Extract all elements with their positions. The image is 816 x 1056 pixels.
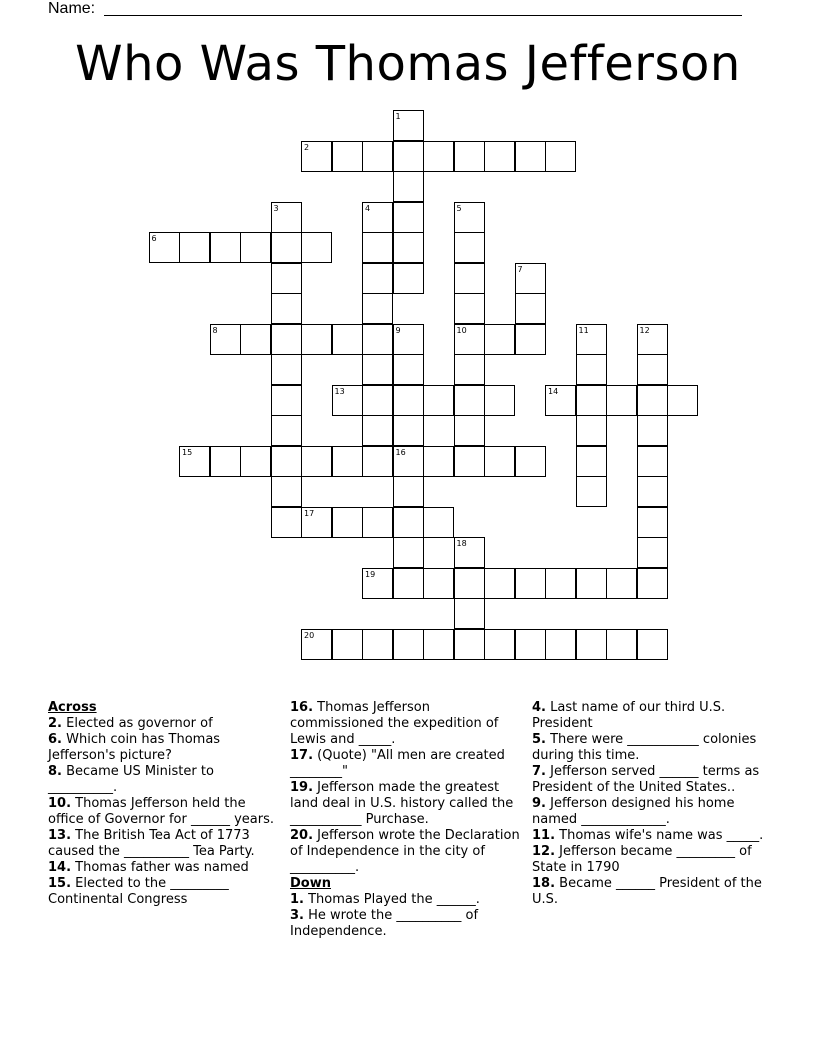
crossword-cell[interactable] xyxy=(393,354,424,385)
crossword-cell[interactable] xyxy=(454,537,485,568)
clue-number: 10. xyxy=(48,796,72,811)
crossword-cell[interactable] xyxy=(393,263,424,294)
crossword-cell[interactable] xyxy=(515,446,546,477)
crossword-cell[interactable] xyxy=(576,385,607,416)
crossword-cell[interactable] xyxy=(362,263,393,294)
crossword-cell[interactable] xyxy=(637,385,668,416)
name-label: Name: xyxy=(48,0,96,17)
crossword-cell[interactable] xyxy=(484,568,515,599)
clue-item xyxy=(532,732,768,764)
crossword-cell[interactable] xyxy=(637,537,668,568)
clue-text: Jefferson became _________ of State in 1790 xyxy=(532,844,752,875)
cell-number: 6 xyxy=(151,234,157,243)
clue-number: 18. xyxy=(532,876,556,891)
cell-number: 2 xyxy=(304,142,310,152)
cell-number: 12 xyxy=(639,325,650,335)
crossword-cell[interactable] xyxy=(576,415,607,446)
cell-number: 11 xyxy=(578,325,589,335)
clue-item xyxy=(48,732,276,764)
clue-text: Jefferson wrote the Declaration of Independence in the city of __________. xyxy=(290,828,520,875)
crossword-cell[interactable] xyxy=(362,507,393,538)
crossword-cell[interactable] xyxy=(423,385,454,416)
crossword-cell[interactable] xyxy=(393,202,424,233)
crossword-cell[interactable] xyxy=(362,446,393,477)
crossword-cell[interactable] xyxy=(362,202,393,233)
crossword-cell[interactable] xyxy=(454,141,485,172)
cell-number: 14 xyxy=(548,386,559,396)
crossword-cell[interactable] xyxy=(576,354,607,385)
crossword-cell[interactable] xyxy=(332,385,363,416)
across-clue-list xyxy=(48,716,276,908)
crossword-cell[interactable] xyxy=(423,629,454,660)
crossword-cell[interactable] xyxy=(515,324,546,355)
crossword-cell[interactable] xyxy=(271,263,302,294)
cell-number: 4 xyxy=(365,203,371,213)
crossword-cell[interactable] xyxy=(362,568,393,599)
crossword-cell[interactable] xyxy=(515,293,546,324)
cell-number: 10 xyxy=(456,325,467,335)
clue-item xyxy=(48,876,276,908)
crossword-cell[interactable] xyxy=(271,476,302,507)
across-header: Across xyxy=(48,700,97,715)
clue-text: The British Tea Act of 1773 caused the __________ Tea Party. xyxy=(48,828,255,859)
crossword-cell[interactable] xyxy=(210,446,241,477)
crossword-cell[interactable] xyxy=(393,171,424,202)
cell-number: 19 xyxy=(365,569,376,579)
clue-number: 5. xyxy=(532,732,546,747)
crossword-cell[interactable] xyxy=(301,141,332,172)
crossword-cell[interactable] xyxy=(637,324,668,355)
crossword-cell[interactable] xyxy=(484,324,515,355)
clue-item xyxy=(48,828,276,860)
clue-number: 6. xyxy=(48,732,62,747)
crossword-cell[interactable] xyxy=(576,476,607,507)
crossword-cell[interactable] xyxy=(454,263,485,294)
cell-number: 17 xyxy=(304,508,315,518)
clue-number: 15. xyxy=(48,876,72,891)
crossword-cell[interactable] xyxy=(362,629,393,660)
clue-text: He wrote the __________ of Independence. xyxy=(290,908,479,939)
clues-column-3 xyxy=(532,700,768,908)
crossword-cell[interactable] xyxy=(545,568,576,599)
clue-text: Elected to the _________ Continental Congress xyxy=(48,876,229,907)
crossword-cell[interactable] xyxy=(240,324,271,355)
clue-item xyxy=(48,860,276,876)
crossword-cell[interactable] xyxy=(454,202,485,233)
crossword-cell[interactable] xyxy=(454,354,485,385)
crossword-cell[interactable] xyxy=(271,324,302,355)
crossword-cell[interactable] xyxy=(393,629,424,660)
cell-number: 15 xyxy=(182,447,193,457)
crossword-cell[interactable] xyxy=(545,141,576,172)
crossword-cell[interactable] xyxy=(210,324,241,355)
crossword-cell[interactable] xyxy=(515,141,546,172)
crossword-cell[interactable] xyxy=(393,537,424,568)
down-clue-list xyxy=(290,892,520,940)
clue-item xyxy=(48,796,276,828)
crossword-cell[interactable] xyxy=(637,629,668,660)
crossword-cell[interactable] xyxy=(271,202,302,233)
crossword-cell[interactable] xyxy=(210,232,241,263)
clue-text: Which coin has Thomas Jefferson's picture? xyxy=(48,732,221,763)
clue-item xyxy=(290,780,520,828)
cell-number: 1 xyxy=(395,112,401,121)
crossword-cell[interactable] xyxy=(393,385,424,416)
crossword-cell[interactable] xyxy=(637,507,668,538)
crossword-cell[interactable] xyxy=(393,476,424,507)
crossword-cell[interactable] xyxy=(179,232,210,263)
clue-text: Jefferson served ______ terms as President of the United States.. xyxy=(532,764,760,795)
crossword-cell[interactable] xyxy=(362,293,393,324)
crossword-cell[interactable] xyxy=(301,507,332,538)
clue-item xyxy=(290,908,520,940)
clues-column-1 xyxy=(48,700,276,908)
clue-text: Jefferson designed his home named _____________. xyxy=(532,796,735,827)
crossword-cell[interactable] xyxy=(301,446,332,477)
crossword-cell[interactable] xyxy=(362,141,393,172)
clue-text: Thomas Played the ______. xyxy=(303,892,480,907)
cell-number: 20 xyxy=(304,630,315,640)
crossword-cell[interactable] xyxy=(362,354,393,385)
crossword-cell[interactable] xyxy=(362,415,393,446)
clue-number: 14. xyxy=(48,860,72,875)
crossword-cell[interactable] xyxy=(576,568,607,599)
clue-text: Thomas father was named xyxy=(71,860,249,875)
cell-number: 18 xyxy=(456,539,467,548)
crossword-cell[interactable] xyxy=(484,629,515,660)
clue-number: 17. xyxy=(290,748,314,763)
clue-text: Thomas Jefferson commissioned the expedition of Lewis and _____. xyxy=(290,700,499,747)
cell-number: 5 xyxy=(456,203,462,213)
clue-text: Jefferson made the greatest land deal in U.S. history called the ___________ Purchase. xyxy=(290,780,514,827)
cell-number: 8 xyxy=(212,325,218,335)
crossword-cell[interactable] xyxy=(393,568,424,599)
clue-number: 3. xyxy=(290,908,304,923)
clue-number: 8. xyxy=(48,764,62,779)
clue-number: 7. xyxy=(532,764,546,779)
cell-number: 13 xyxy=(334,386,345,396)
crossword-cell[interactable] xyxy=(545,385,576,416)
crossword-cell[interactable] xyxy=(454,232,485,263)
crossword-cell[interactable] xyxy=(423,507,454,538)
crossword-cell[interactable] xyxy=(454,629,485,660)
crossword-cell[interactable] xyxy=(667,385,698,416)
cell-number: 16 xyxy=(395,447,406,457)
crossword-cell[interactable] xyxy=(606,568,637,599)
crossword-cell[interactable] xyxy=(332,446,363,477)
crossword-cell[interactable] xyxy=(240,232,271,263)
clue-text: Became ______ President of the U.S. xyxy=(532,876,762,907)
crossword-cell[interactable] xyxy=(271,293,302,324)
clue-number: 16. xyxy=(290,700,314,715)
clue-item xyxy=(532,844,768,876)
crossword-cell[interactable] xyxy=(301,324,332,355)
crossword-cell[interactable] xyxy=(393,507,424,538)
crossword-cell[interactable] xyxy=(423,446,454,477)
crossword-cell[interactable] xyxy=(454,324,485,355)
crossword-cell[interactable] xyxy=(637,476,668,507)
clue-text: (Quote) "All men are created ________" xyxy=(290,748,505,779)
clue-text: Thomas Jefferson held the office of Governor for ______ years. xyxy=(48,796,275,827)
crossword-cell[interactable] xyxy=(484,446,515,477)
clue-item xyxy=(532,700,768,732)
crossword-cell[interactable] xyxy=(454,446,485,477)
page-title: Who Was Thomas Jefferson xyxy=(75,36,741,92)
crossword-cell[interactable] xyxy=(240,446,271,477)
clue-item xyxy=(532,764,768,796)
crossword-cell[interactable] xyxy=(423,141,454,172)
cell-number: 7 xyxy=(517,264,523,274)
crossword-cell[interactable] xyxy=(606,385,637,416)
clue-text: Elected as governor of xyxy=(61,716,213,731)
crossword-cell[interactable] xyxy=(271,446,302,477)
crossword-cell[interactable] xyxy=(271,385,302,416)
crossword-cell[interactable] xyxy=(301,232,332,263)
down-header: Down xyxy=(290,876,331,891)
clue-text: There were ___________ colonies during this time. xyxy=(532,732,757,763)
clue-number: 12. xyxy=(532,844,556,859)
crossword-cell[interactable] xyxy=(545,629,576,660)
crossword-cell[interactable] xyxy=(423,568,454,599)
crossword-cell[interactable] xyxy=(393,232,424,263)
clue-item xyxy=(290,828,520,876)
crossword-cell[interactable] xyxy=(637,354,668,385)
crossword-cell[interactable] xyxy=(576,446,607,477)
clue-item xyxy=(290,892,520,908)
clue-text: Last name of our third U.S. President xyxy=(532,700,726,731)
crossword-cell[interactable] xyxy=(454,568,485,599)
crossword-cell[interactable] xyxy=(515,263,546,294)
crossword-cell[interactable] xyxy=(332,141,363,172)
clue-item xyxy=(290,700,520,748)
crossword-cell[interactable] xyxy=(393,446,424,477)
down-clue-list-continued xyxy=(532,700,768,908)
crossword-cell[interactable] xyxy=(179,446,210,477)
across-clue-list-continued xyxy=(290,700,520,876)
crossword-cell[interactable] xyxy=(271,415,302,446)
crossword-cell[interactable] xyxy=(576,629,607,660)
crossword-cell[interactable] xyxy=(454,385,485,416)
crossword-cell[interactable] xyxy=(454,598,485,629)
clue-number: 19. xyxy=(290,780,314,795)
crossword-cell[interactable] xyxy=(637,568,668,599)
clues-column-2 xyxy=(290,700,520,940)
crossword-cell[interactable] xyxy=(393,110,424,141)
crossword-cell[interactable] xyxy=(332,507,363,538)
crossword-cell[interactable] xyxy=(271,507,302,538)
crossword-cell[interactable] xyxy=(271,354,302,385)
clue-item xyxy=(48,716,276,732)
crossword-cell[interactable] xyxy=(606,629,637,660)
crossword-cell[interactable] xyxy=(362,232,393,263)
clue-number: 4. xyxy=(532,700,546,715)
clue-text: Became US Minister to __________. xyxy=(48,764,214,795)
cell-number: 9 xyxy=(395,325,401,335)
clue-number: 13. xyxy=(48,828,72,843)
crossword-cell[interactable] xyxy=(393,324,424,355)
crossword-cell[interactable] xyxy=(393,415,424,446)
crossword-cell[interactable] xyxy=(301,629,332,660)
clue-item xyxy=(48,764,276,796)
crossword-cell[interactable] xyxy=(454,415,485,446)
crossword-cell[interactable] xyxy=(484,141,515,172)
clue-number: 9. xyxy=(532,796,546,811)
crossword-cell[interactable] xyxy=(637,415,668,446)
crossword-cell[interactable] xyxy=(149,232,180,263)
crossword-cell[interactable] xyxy=(271,232,302,263)
clue-number: 2. xyxy=(48,716,62,731)
crossword-cell[interactable] xyxy=(515,568,546,599)
crossword-cell[interactable] xyxy=(576,324,607,355)
clue-number: 1. xyxy=(290,892,304,907)
clue-item xyxy=(532,876,768,908)
crossword-cell[interactable] xyxy=(362,324,393,355)
crossword-cell[interactable] xyxy=(637,446,668,477)
clue-item xyxy=(290,748,520,780)
crossword-cell[interactable] xyxy=(484,385,515,416)
clue-text: Thomas wife's name was _____. xyxy=(555,828,764,843)
crossword-cell[interactable] xyxy=(515,629,546,660)
clue-item xyxy=(532,828,768,844)
clue-item xyxy=(532,796,768,828)
crossword-cell[interactable] xyxy=(332,629,363,660)
crossword-cell[interactable] xyxy=(332,324,363,355)
cell-number: 3 xyxy=(273,203,279,213)
crossword-cell[interactable] xyxy=(454,293,485,324)
crossword-cell[interactable] xyxy=(393,141,424,172)
crossword-cell[interactable] xyxy=(362,385,393,416)
clue-number: 11. xyxy=(532,828,556,843)
clue-number: 20. xyxy=(290,828,314,843)
